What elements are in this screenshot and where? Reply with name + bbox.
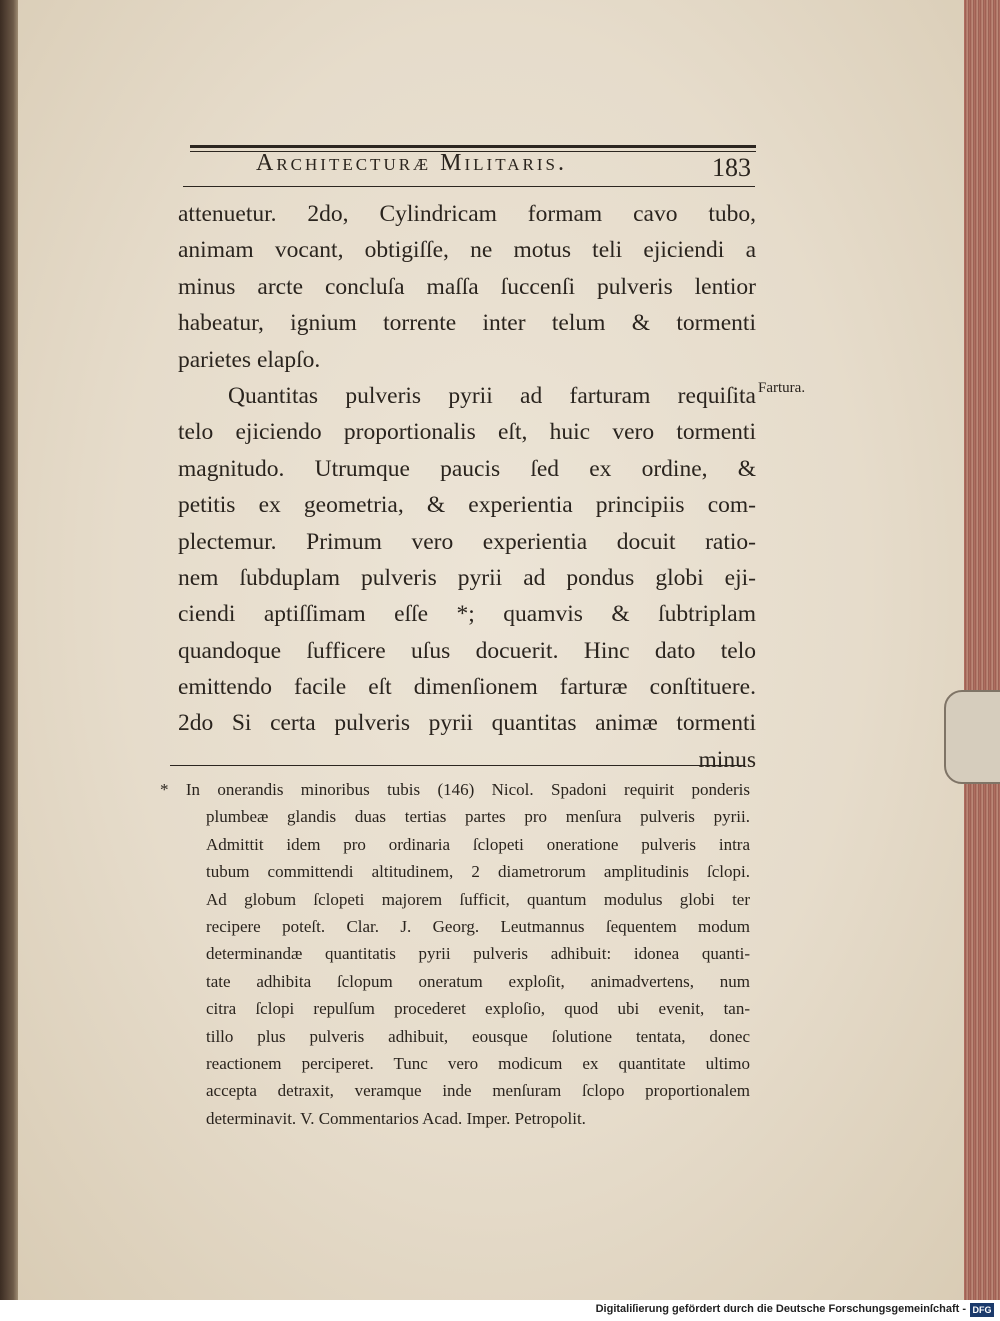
text-line: 2do Si certa pulveris pyrii quantitas animæ tormenti <box>178 710 756 737</box>
page-number: 183 <box>712 153 751 182</box>
footnote-line: Admittit idem pro ordinaria ſclopeti oneratione pulveris intra <box>206 834 750 854</box>
footnote-line: citra ſclopi repulſum procederet exploſio, quod ubi evenit, tan- <box>206 999 750 1019</box>
text-line: magnitudo. Utrumque paucis ſed ex ordine, & <box>178 455 756 482</box>
margin-note: Fartura. <box>758 380 806 396</box>
digitization-note: Digitaliſierung gefördert durch die Deutsche Forschungsgemeinſchaft - <box>595 1303 966 1315</box>
catchword: minus <box>698 746 756 773</box>
text-line: nem ſubduplam pulveris pyrii ad pondus globi eji- <box>178 564 756 591</box>
footnote-line: * In onerandis minoribus tubis (146) Nicol. Spadoni requirit ponderis <box>160 780 750 799</box>
text-line: plectemur. Primum vero experientia docuit ratio- <box>178 528 756 555</box>
header-rule-bottom <box>183 186 755 187</box>
text-line: quandoque ſufficere uſus docuerit. Hinc dato telo <box>178 637 756 664</box>
footnote-line: determinandæ quantitatis pyrii pulveris adhibuit: idonea quanti- <box>206 944 750 964</box>
digitization-footer <box>0 1300 1000 1321</box>
footnote-line: accepta detraxit, veramque inde menſuram ſclopo proportionalem <box>206 1081 750 1101</box>
footnote-line: reactionem perciperet. Tunc vero modicum ex quantitate ultimo <box>206 1053 750 1073</box>
footnote-line: determinavit. V. Commentarios Acad. Imper. Petropolit. <box>206 1108 586 1128</box>
text-line: habeatur, ignium torrente inter telum & tormenti <box>178 310 756 337</box>
footnote-rule <box>170 765 744 766</box>
dfg-logo-icon: DFG <box>970 1303 994 1317</box>
text-line: Quantitas pulveris pyrii ad farturam requiſita <box>228 382 756 409</box>
running-head: Architecturæ Militaris. <box>256 150 567 176</box>
text-line: minus arcte concluſa maſſa ſuccenſi pulveris lentior <box>178 273 756 300</box>
footnote-line: tillo plus pulveris adhibuit, eousque ſolutione tentata, donec <box>206 1026 750 1046</box>
main-text-block <box>178 196 756 778</box>
text-line: petitis ex geometria, & experientia principiis com- <box>178 492 756 519</box>
bookmark-tab <box>944 690 1000 784</box>
text-line: emittendo facile eſt dimenſionem farturæ conſtituere. <box>178 674 756 701</box>
text-line: parietes elapſo. <box>178 346 321 373</box>
footnote-line: Ad globum ſclopeti majorem ſufficit, quantum modulus globi ter <box>206 889 750 909</box>
text-line: ciendi aptiſſimam eſſe *; quamvis & ſubtriplam <box>178 601 756 628</box>
text-line: attenuetur. 2do, Cylindricam formam cavo tubo, <box>178 201 756 227</box>
footnote-line: recipere poteſt. Clar. J. Georg. Leutmannus ſequentem modum <box>206 916 750 936</box>
footnote-line: tubum committendi altitudinem, 2 diametrorum amplitudinis ſclopi. <box>206 862 750 882</box>
header-rule-thick <box>190 145 756 148</box>
footnote-block <box>160 776 750 1132</box>
footnote-line: plumbeæ glandis duas tertias partes pro menſura pulveris pyrii. <box>206 807 750 827</box>
footnote-line: tate adhibita ſclopum oneratum exploſit, animadvertens, num <box>206 971 750 991</box>
text-line: animam vocant, obtigiſſe, ne motus teli ejiciendi a <box>178 237 756 264</box>
text-line: telo ejiciendo proportionalis eſt, huic vero tormenti <box>178 419 756 446</box>
page-edges-red <box>964 0 1000 1300</box>
